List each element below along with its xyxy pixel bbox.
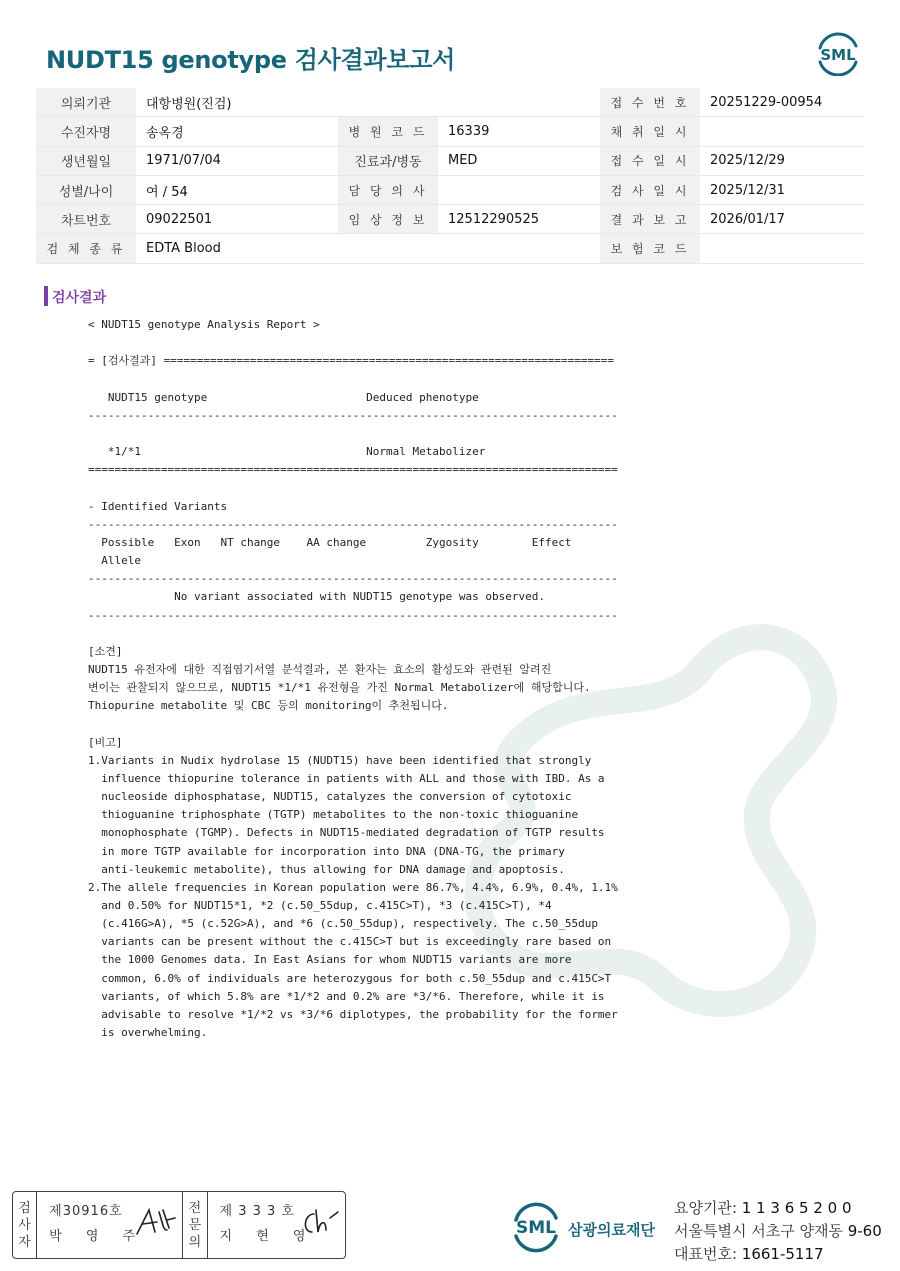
info-row	[36, 175, 864, 204]
info-row	[36, 234, 864, 263]
info-label: 보 험 코 드	[600, 234, 700, 263]
logo-text: SML	[516, 1218, 556, 1238]
patient-info-table	[36, 88, 864, 264]
contact-value: 9-60	[847, 1222, 882, 1240]
info-label: 검 사 일 시	[600, 175, 700, 204]
info-value	[438, 175, 600, 204]
specialist-license: 제 3 3 3 호	[219, 1204, 296, 1219]
info-label: 채 취 일 시	[600, 117, 700, 146]
info-row	[36, 117, 864, 146]
info-row	[36, 205, 864, 234]
info-value	[700, 117, 864, 146]
vertical-char: 자	[18, 1234, 31, 1250]
logo-text: SML	[820, 46, 856, 64]
examiner-cell	[37, 1192, 183, 1258]
contact-label: 대표번호:	[674, 1245, 742, 1263]
info-label: 임 상 정 보	[338, 205, 438, 234]
vertical-char: 문	[188, 1217, 202, 1233]
specialist-name: 지 현 영	[219, 1229, 316, 1244]
info-label: 결 과 보 고	[600, 205, 700, 234]
info-value: EDTA Blood	[136, 234, 600, 263]
info-value: 20251229-00954	[700, 88, 864, 117]
info-value: 2025/12/31	[700, 175, 864, 204]
info-label: 접 수 일 시	[600, 146, 700, 175]
info-label: 차트번호	[36, 205, 136, 234]
section-accent-bar	[44, 286, 48, 306]
vertical-char: 검	[18, 1200, 31, 1216]
info-label: 담 당 의 사	[338, 175, 438, 204]
info-label: 병 원 코 드	[338, 117, 438, 146]
info-row	[36, 88, 864, 117]
info-label: 수진자명	[36, 117, 136, 146]
contact-value: 1 1 3 6 5 2 0 0	[741, 1199, 852, 1217]
info-value: 대항병원(진검)	[136, 88, 600, 117]
info-value: 2026/01/17	[700, 205, 864, 234]
contact-label: 요양기관:	[674, 1199, 742, 1217]
info-value: 2025/12/29	[700, 146, 864, 175]
contact-line	[674, 1243, 882, 1266]
examiner-name: 박 영 주	[49, 1229, 146, 1244]
info-label: 성별/나이	[36, 175, 136, 204]
info-value: 여 / 54	[136, 175, 338, 204]
info-label: 의뢰기관	[36, 88, 136, 117]
info-value: 12512290525	[438, 205, 600, 234]
foundation-name: 삼광의료재단	[568, 1221, 655, 1239]
contact-info	[674, 1197, 882, 1266]
specialist-cell	[208, 1192, 345, 1258]
contact-label: 서울특별시 서초구 양재동	[674, 1222, 848, 1240]
section-title: 검사결과	[52, 290, 107, 306]
vertical-char: 사	[18, 1217, 31, 1233]
info-value	[700, 234, 864, 263]
report-title: NUDT15 genotype 검사결과보고서	[46, 46, 455, 74]
info-value: 송옥경	[136, 117, 338, 146]
info-label: 생년월일	[36, 146, 136, 175]
contact-value: 1661-5117	[741, 1245, 824, 1263]
info-row	[36, 146, 864, 175]
examiner-signature-icon	[133, 1204, 177, 1240]
info-value: 16339	[438, 117, 600, 146]
info-label: 진료과/병동	[338, 146, 438, 175]
vertical-char: 전	[188, 1200, 202, 1216]
signature-box	[12, 1191, 346, 1259]
info-value: MED	[438, 146, 600, 175]
examiner-license: 제30916호	[49, 1204, 123, 1219]
sml-foundation-logo-icon	[508, 1198, 564, 1254]
info-value: 1971/07/04	[136, 146, 338, 175]
report-body: < NUDT15 genotype Analysis Report > = [검사결과] ==================================================================== NUDT15 genotype Deduced phenotype -------------------------------------------------------------------------------- *1/*1 Normal Metabolizer ================================================================================ - Identified Variants -------------------------------------------------------------------------------- Possible Exon NT change AA change Zygosity Effect Allele -------------------------------------------------------------------------------- No variant associated with NUDT15 genotype was observed. -------------------------------------------------------------------------------- [소견] NUDT15 유전자에 대한 직접염기서열 분석결과, 본 환자는 효소의 활성도와 관련된 알려진 변이는 관찰되지 않으므로, NUDT15 *1/*1 유전형을 가진 Normal Metabolizer에 해당합니다. Thiopurine metabolite 및 CBC 등의 monitoring이 추천됩니다. [비고] 1.Variants in Nudix hydrolase 15 (NUDT15) have been identified that strongly influence thiopurine tolerance in patients with ALL and those with IBD. As a nucleoside diphosphatase, NUDT15, catalyzes the conversion of cytotoxic thioguanine triphosphate (TGTP) metabolites to the non-toxic thioguanine monophosphate (TGMP). Defects in NUDT15-mediated degradation of TGTP results in more TGTP available for incorporation into DNA (DNA-TG, the primary anti-leukemic metabolite), thus allowing for DNA damage and apoptosis. 2.The allele frequencies in Korean population were 86.7%, 4.4%, 6.9%, 0.4%, 1.1% and 0.50% for NUDT15*1, *2 (c.50_55dup, c.415C>T), *3 (c.415C>T), *4 (c.416G>A), *5 (c.52G>A), and *6 (c.50_55dup), respectively. The c.50_55dup variants can be present without the c.415C>T but is exceedingly rare based on the 1000 Genomes data. In East Asians for whom NUDT15 variants are more common, 6.0% of individuals are heterozygous for both c.50_55dup and c.415C>T variants, of which 5.8% are *1/*2 and 0.2% are *3/*6. Therefore, while it is advisable to resolve *1/*2 vs *3/*6 diplotypes, the probability for the former is overwhelming.	[88, 318, 618, 1040]
info-value: 09022501	[136, 205, 338, 234]
sml-logo-icon	[812, 30, 864, 76]
info-label: 검 체 종 류	[36, 234, 136, 263]
specialist-signature-icon	[300, 1206, 340, 1238]
contact-line	[674, 1197, 882, 1220]
examiner-vertical-label	[13, 1192, 37, 1258]
contact-line	[674, 1220, 882, 1243]
vertical-char: 의	[188, 1234, 202, 1250]
info-label: 접 수 번 호	[600, 88, 700, 117]
specialist-vertical-label	[183, 1192, 207, 1258]
